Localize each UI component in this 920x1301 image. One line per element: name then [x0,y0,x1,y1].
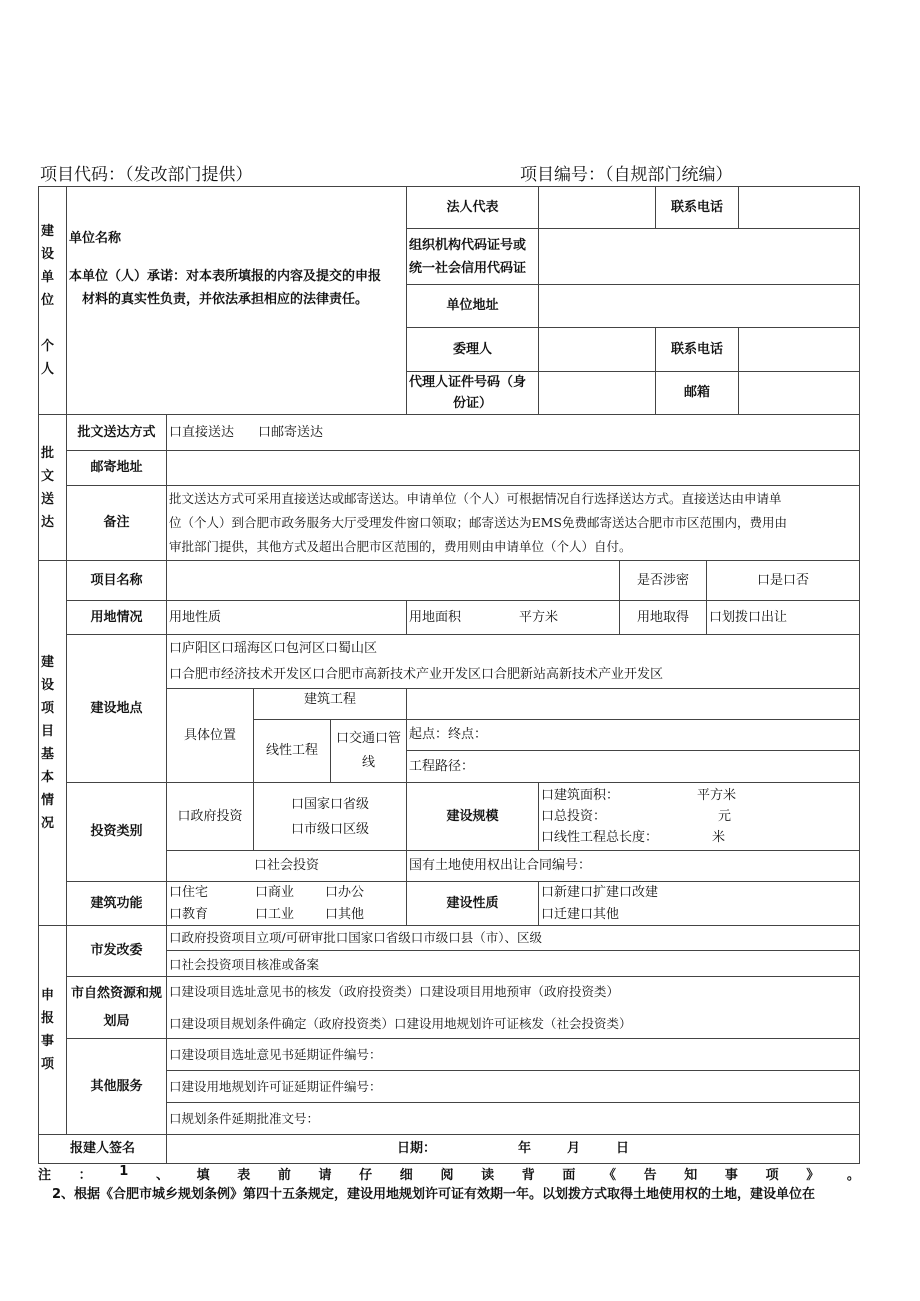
side-char: 项 [41,701,55,716]
scale-item-label: 口线性工程总长度： [541,830,659,845]
note-char: 细 [399,1168,413,1183]
nrpb-label-line: 划局 [103,1013,130,1029]
note-char: 请 [318,1168,332,1183]
legal-rep-field[interactable] [538,186,656,229]
note-char: 注 [38,1168,52,1183]
agent-id-label [406,371,539,415]
date-label: 日期： [396,1141,436,1156]
nrpb-options [166,976,860,1039]
land-acquire-label: 用地取得 [619,600,707,635]
location-label: 建设地点 [66,634,167,783]
mail-address-label: 邮寄地址 [66,450,167,486]
side-char: 文 [41,468,55,484]
land-nature-field[interactable]: 用地性质 [166,600,407,635]
date-month: 月 [567,1141,581,1156]
note-char: 知 [684,1168,698,1183]
note-char: 背 [521,1168,535,1183]
nrpb-label-line: 市自然资源和规 [70,985,162,1001]
side-char: 位 [41,293,55,308]
scale-item-label: 口建筑面积： [541,788,620,803]
delivery-method-label: 批文送达方式 [66,414,167,451]
remark-line: 审批部门提供，其他方式及超出合肥市区范围的，费用则由申请单位（个人）自付。 [169,539,632,554]
nrpb-label [66,976,167,1039]
project-name-field[interactable] [166,560,620,601]
other-services-label: 其他服务 [66,1038,167,1135]
function-other-checkbox[interactable]: 口其他 [325,906,365,922]
side-char: 目 [41,724,55,739]
remark-label: 备注 [66,485,167,561]
note-char: 填 [196,1168,210,1183]
ndrc-option-1[interactable]: 口政府投资项目立项/可研审批口国家口省级口市级口县（市）、区级 [166,925,860,951]
remark-line: 位（个人）到合肥市政务服务大厅受理发件窗口领取；邮寄送达为EMS免费邮寄送达合肥市市区范围内，费用由 [169,515,787,530]
note-2: 2、根据《合肥市城乡规划条例》第四十五条规定，建设用地规划许可证有效期一年。以划拨方式取得土地使用权的土地，建设单位在 [52,1187,816,1202]
section-project-side-label [38,560,67,926]
unit-name-label: 单位名称 [69,231,122,246]
side-char: 建 [41,655,55,670]
nature-label: 建设性质 [406,881,539,926]
note-char: 事 [724,1168,738,1183]
org-code-label-line: 组织机构代码证号或 [409,237,527,253]
scale-item-unit: 米 [712,830,726,845]
route-field[interactable]: 工程路径： [406,750,860,783]
side-char: 设 [41,247,55,262]
linear-type-line: 线 [361,755,375,770]
specific-location-label: 具体位置 [166,688,254,783]
note-char: 。 [846,1168,860,1183]
nature-options-line[interactable]: 口迁建口其他 [541,906,620,922]
section-unit-side-label [38,186,67,415]
agent-phone-field[interactable] [738,327,860,372]
other-option-2[interactable]: 口建设用地规划许可证延期证件编号： [166,1070,860,1103]
note-char: 《 [603,1168,617,1183]
function-commercial-checkbox[interactable]: 口商业 [255,884,295,900]
land-contract-field[interactable]: 国有土地使用权出让合同编号： [406,850,860,882]
other-option-3[interactable]: 口规划条件延期批准文号： [166,1102,860,1135]
agent-phone-label: 联系电话 [655,327,739,372]
note-char: 1 [119,1164,129,1179]
side-char: 单 [41,270,55,285]
commitment-line-1: 本单位（人）承诺：对本表所填报的内容及提交的申报 [69,269,382,284]
remark-line: 批文送达方式可采用直接送达或邮寄送达。申请单位（个人）可根据情况自行选择送达方式。直接送达由申请单 [169,491,782,506]
scale-item-unit: 平方米 [697,788,737,803]
side-char: 基 [41,747,55,762]
note-char: 、 [155,1168,169,1183]
district-options[interactable] [166,634,860,689]
signature-date-field[interactable] [166,1134,860,1164]
agent-id-label-line: 代理人证件号码（身 [409,375,527,390]
scale-building-area[interactable] [541,785,736,806]
mail-address-field[interactable] [166,450,860,486]
side-char: 建 [41,224,55,239]
linear-type-line[interactable]: 口交通口管 [335,731,401,746]
ndrc-option-2[interactable]: 口社会投资项目核准或备案 [166,950,860,977]
scale-label: 建设规模 [406,782,539,851]
delivery-method-options [166,414,860,451]
remark-text [166,485,860,561]
project-code-label: 项目代码：（发改部门提供） [40,165,253,185]
nrpb-option-2[interactable]: 口建设项目规划条件确定（政府投资类）口建设用地规划许可证核发（社会投资类） [169,1015,632,1031]
side-char: 达 [41,514,55,530]
direct-delivery-checkbox[interactable]: 口直接送达 [169,424,235,440]
function-office-checkbox[interactable]: 口办公 [325,884,365,900]
scale-fields[interactable] [538,782,860,851]
function-residential-checkbox[interactable]: 口住宅 [169,884,209,900]
agent-label: 委理人 [406,327,539,372]
nrpb-option-1[interactable]: 口建设项目选址意见书的核发（政府投资类）口建设项目用地预审（政府投资类） [169,983,620,999]
building-project-field[interactable] [406,688,860,720]
date-day: 日 [616,1141,630,1156]
nature-options-line[interactable]: 口新建口扩建口改建 [541,884,659,900]
project-number-label: 项目编号：（自规部门统编） [520,165,733,185]
start-end-field[interactable]: 起点：终点： [406,719,860,751]
gov-level-line[interactable]: 口市级口区级 [290,821,369,837]
contact-phone-label: 联系电话 [655,186,739,229]
note-char: 》 [806,1168,820,1183]
social-invest-option[interactable]: 口社会投资 [166,850,407,882]
date-year: 年 [517,1141,531,1156]
signature-label: 报建人签名 [38,1134,167,1164]
note-char: 阅 [440,1168,454,1183]
gov-invest-option[interactable]: 口政府投资 [166,782,254,851]
land-area-field[interactable] [406,600,620,635]
land-acquire-options[interactable]: 口划拨口出让 [706,600,860,635]
function-education-checkbox[interactable]: 口教育 [169,906,209,922]
address-field[interactable] [538,284,860,328]
function-options[interactable] [166,881,407,926]
district-options-line-2[interactable]: 口合肥市经济技术开发区口合肥市高新技术产业开发区口合肥新站高新技术产业开发区 [169,666,664,682]
note-char: 项 [765,1168,779,1183]
land-area-unit: 平方米 [519,609,559,625]
unit-name-cell[interactable] [66,186,407,415]
email-label: 邮箱 [655,371,739,415]
side-char: 本 [41,770,55,785]
land-area-label: 用地面积 [409,609,462,625]
org-code-label-line: 统一社会信用代码证 [409,260,527,276]
function-industrial-checkbox[interactable]: 口工业 [255,906,295,922]
land-label: 用地情况 [66,600,167,635]
commitment-line-2: 材料的真实性负责，并依法承担相应的法律责任。 [82,292,369,307]
side-char: 况 [41,816,55,831]
address-label: 单位地址 [406,284,539,328]
function-label: 建筑功能 [66,881,167,926]
linear-project-label: 线性工程 [253,719,331,783]
function-row-1 [169,882,364,904]
note-1 [38,1164,860,1183]
section-application-side-label [38,925,67,1135]
note-char: 面 [562,1168,576,1183]
note-char: 前 [277,1168,291,1183]
agent-id-field[interactable] [538,371,656,415]
side-char: 批 [41,445,55,461]
gov-level-line[interactable]: 口国家口省级 [290,796,369,812]
ndrc-label: 市发改委 [66,925,167,977]
section-delivery-side-label [38,414,67,561]
nature-options[interactable] [538,881,860,926]
gov-level-options[interactable] [253,782,407,851]
note-char: ： [78,1168,92,1183]
other-option-1[interactable]: 口建设项目选址意见书延期证件编号： [166,1038,860,1071]
scale-item-label: 口总投资： [541,809,607,824]
org-code-label [406,228,539,285]
org-code-field[interactable] [538,228,860,285]
scale-total-invest[interactable] [541,806,731,827]
side-char: 设 [41,678,55,693]
side-char: 个 [41,339,55,354]
side-char: 项 [41,1057,55,1072]
contact-phone-field[interactable] [738,186,860,229]
side-char: 事 [41,1034,55,1049]
project-name-label: 项目名称 [66,560,167,601]
side-char: 人 [41,362,55,377]
mail-delivery-checkbox[interactable]: 口邮寄送达 [258,424,324,440]
agent-field[interactable] [538,327,656,372]
side-char: 情 [41,793,55,808]
secret-options[interactable]: 口是口否 [706,560,860,601]
scale-linear-length[interactable] [541,827,725,848]
note-char: 表 [237,1168,251,1183]
scale-item-unit: 元 [718,809,732,824]
email-field[interactable] [738,371,860,415]
linear-type-options[interactable] [330,719,407,783]
side-char: 送 [41,491,55,507]
building-project-label: 建筑工程 [253,688,407,720]
note-char: 仔 [359,1168,373,1183]
note-char: 告 [643,1168,657,1183]
agent-id-label-line: 份证） [453,396,493,411]
legal-rep-label: 法人代表 [406,186,539,229]
function-row-2 [169,904,364,926]
side-char: 报 [41,1011,55,1026]
side-char: 申 [41,988,55,1003]
secret-label: 是否涉密 [619,560,707,601]
note-char: 读 [481,1168,495,1183]
invest-type-label: 投资类别 [66,782,167,882]
district-options-line-1[interactable]: 口庐阳区口瑶海区口包河区口蜀山区 [169,640,378,656]
